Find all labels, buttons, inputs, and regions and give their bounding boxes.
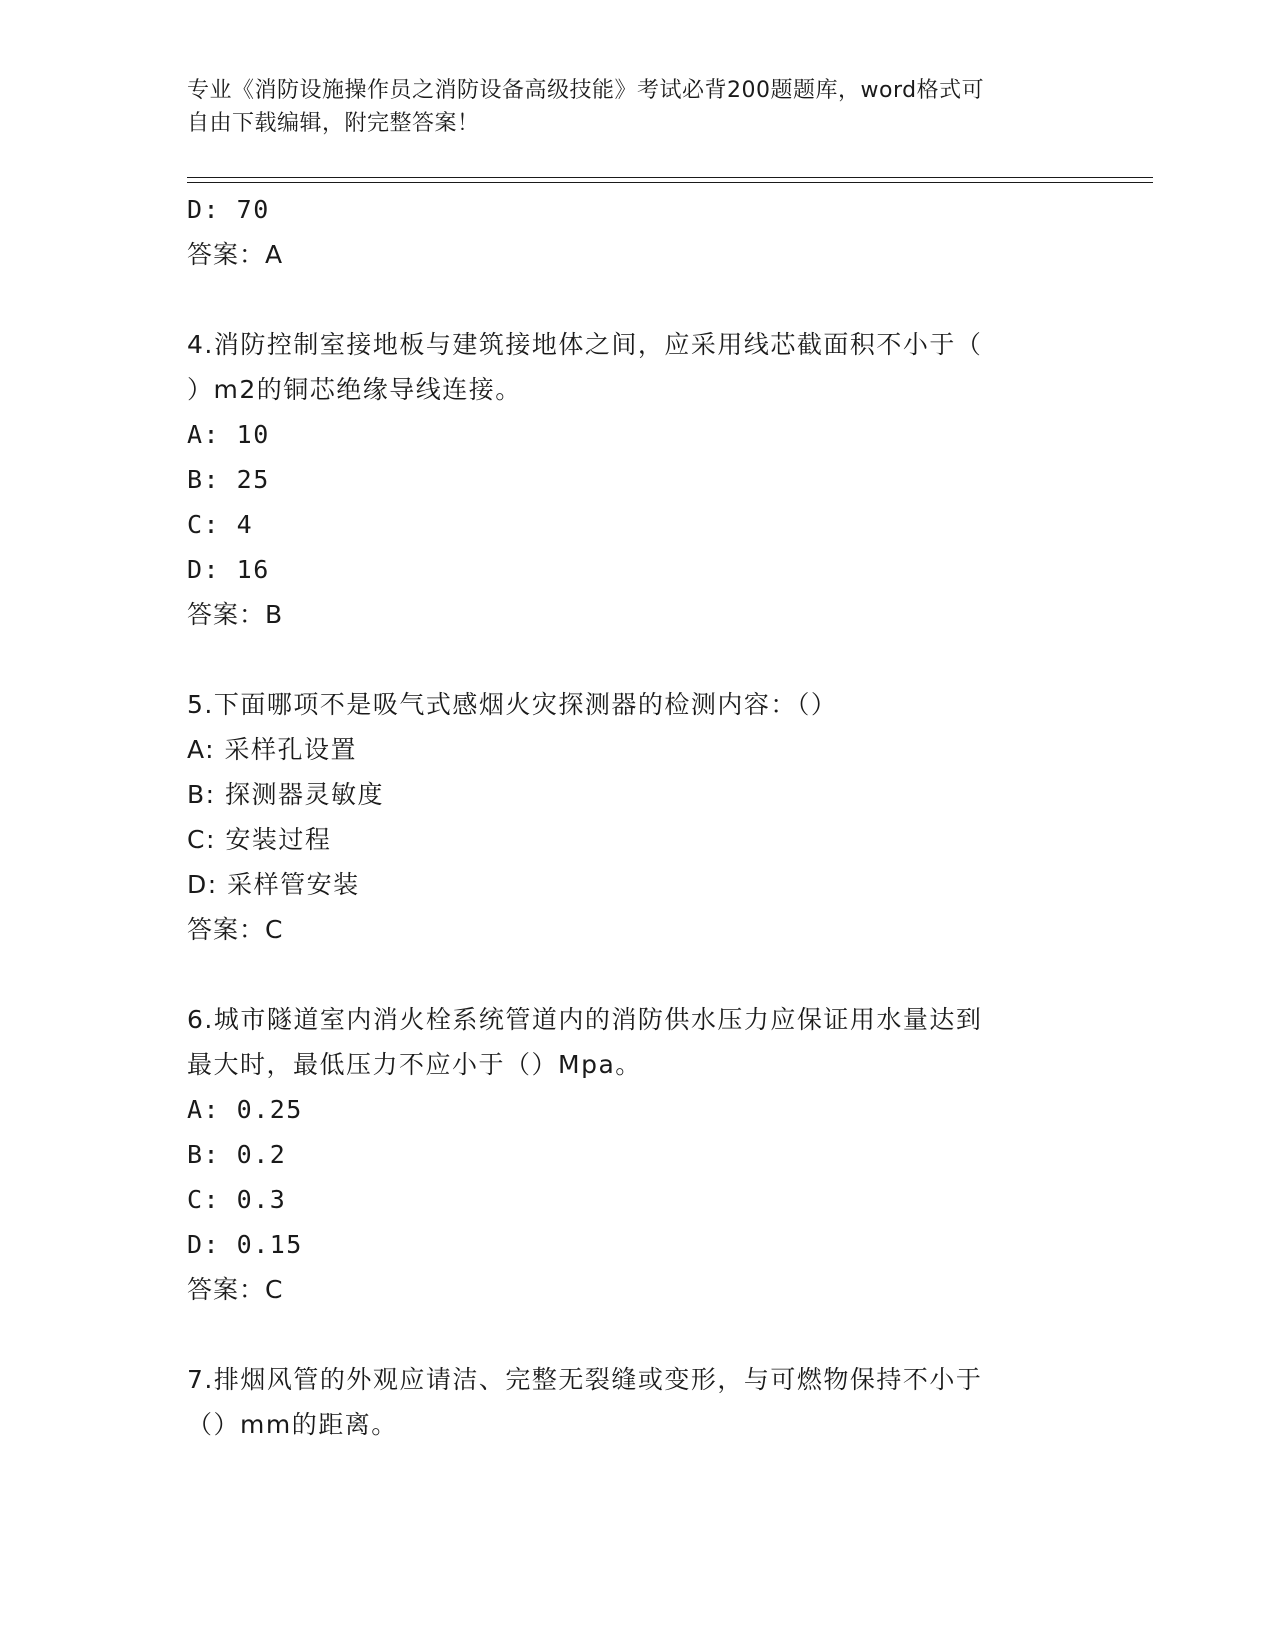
q4-option-b: B: 25 [187, 465, 270, 494]
q6-answer: 答案：C [187, 1275, 284, 1304]
q4-option-c: C: 4 [187, 510, 254, 539]
header-divider-top [187, 177, 1153, 178]
header-divider-bottom [187, 182, 1153, 183]
q4-stem-line-1: 4.消防控制室接地板与建筑接地体之间，应采用线芯截面积不小于（ [187, 330, 983, 359]
q5-answer: 答案：C [187, 915, 284, 944]
q6-option-d: D: 0.15 [187, 1230, 303, 1259]
q4-option-d: D: 16 [187, 555, 270, 584]
q6-option-a: A: 0.25 [187, 1095, 303, 1124]
header-line-1: 专业《消防设施操作员之消防设备高级技能》考试必背200题题库，word格式可 [187, 78, 985, 103]
q6-stem-line-2: 最大时，最低压力不应小于（）Mpa。 [187, 1050, 642, 1079]
q7-stem-line-1: 7.排烟风管的外观应请洁、完整无裂缝或变形，与可燃物保持不小于 [187, 1365, 983, 1394]
q5-option-c: C: 安装过程 [187, 825, 332, 854]
q4-stem-line-2: ）m2的铜芯绝缘导线连接。 [187, 375, 522, 404]
q5-option-b: B: 探测器灵敏度 [187, 780, 385, 809]
q5-stem-line-1: 5.下面哪项不是吸气式感烟火灾探测器的检测内容：（） [187, 690, 838, 719]
header-line-2: 自由下载编辑，附完整答案！ [187, 111, 480, 136]
prev-answer: 答案：A [187, 240, 284, 269]
document-header [187, 74, 1067, 140]
q4-option-a: A: 10 [187, 420, 270, 449]
q6-option-b: B: 0.2 [187, 1140, 287, 1169]
q6-stem-line-1: 6.城市隧道室内消火栓系统管道内的消防供水压力应保证用水量达到 [187, 1005, 983, 1034]
prev-option-d: D: 70 [187, 195, 270, 224]
q4-answer: 答案：B [187, 600, 284, 629]
q5-option-d: D: 采样管安装 [187, 870, 360, 899]
q6-option-c: C: 0.3 [187, 1185, 287, 1214]
q7-stem-line-2: （）mm的距离。 [187, 1410, 398, 1439]
q5-option-a: A: 采样孔设置 [187, 735, 358, 764]
